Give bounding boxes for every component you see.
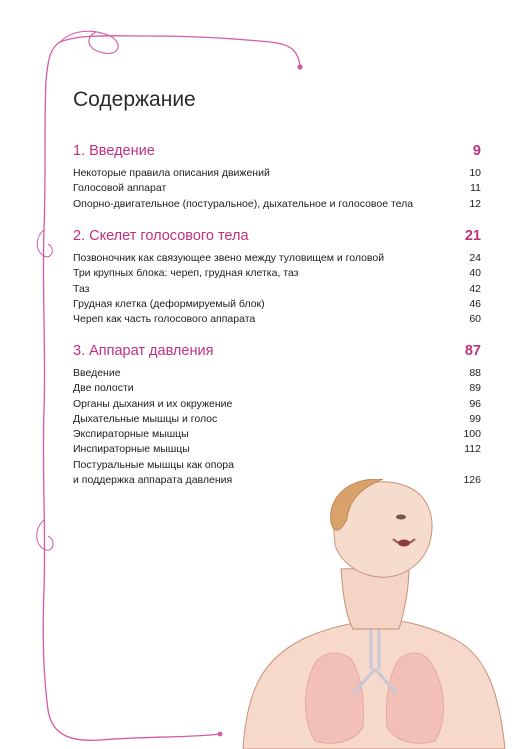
entry-label: Две полости [73, 382, 134, 395]
entry-page: 126 [463, 474, 481, 487]
list-item[interactable] [73, 381, 481, 396]
entry-page: 100 [463, 428, 481, 441]
chapter-title: 1. Введение [73, 143, 155, 159]
chapter-title: 3. Аппарат давления [73, 343, 214, 359]
entry-label: Экспираторные мышцы [73, 428, 189, 441]
chapter-title: 2. Скелет голосового тела [73, 228, 249, 244]
list-item[interactable] [73, 427, 481, 442]
entry-label: Голосовой аппарат [73, 182, 167, 195]
list-item[interactable] [73, 251, 481, 266]
entry-page: 96 [469, 397, 481, 410]
entry-page: 12 [469, 197, 481, 210]
entry-page: 11 [470, 182, 481, 195]
entry-label: Таз [73, 282, 90, 295]
entry-label: и поддержка аппарата давления [73, 474, 233, 487]
entry-label: Три крупных блока: череп, грудная клетка, таз [73, 267, 299, 280]
chapter-1-heading[interactable] [73, 143, 481, 159]
entry-label: Введение [73, 367, 121, 379]
list-item[interactable] [73, 442, 481, 457]
entry-page: 24 [469, 252, 481, 264]
chapter-2-entries [73, 251, 481, 327]
entry-label: Инспираторные мышцы [73, 443, 190, 456]
entry-label: Череп как часть голосового аппарата [73, 313, 256, 326]
chapter-3-heading[interactable] [73, 343, 481, 359]
list-item[interactable] [73, 181, 481, 196]
entry-page: 46 [469, 297, 481, 310]
list-item[interactable] [73, 412, 481, 427]
entry-page: 89 [469, 382, 481, 395]
entry-label: Позвоночник как связующее звено между туловищем и головой [73, 252, 385, 264]
list-item[interactable] [73, 366, 481, 381]
entry-page: 10 [469, 167, 481, 179]
entry-page: 60 [469, 313, 481, 326]
entry-label: Грудная клетка (деформируемый блок) [73, 297, 265, 310]
list-item[interactable] [73, 282, 481, 297]
list-item[interactable] [73, 197, 481, 212]
entry-label: Некоторые правила описания движений [73, 167, 270, 179]
list-item[interactable] [73, 397, 481, 412]
chapter-page: 87 [464, 343, 481, 359]
entry-label: Дыхательные мышцы и голос [73, 412, 218, 425]
list-item[interactable] [73, 266, 481, 281]
list-item[interactable] [73, 458, 481, 473]
page-title: Содержание [73, 88, 196, 111]
entry-page: 40 [469, 267, 481, 280]
entry-label: Органы дыхания и их окружение [73, 397, 233, 410]
chapter-page: 21 [464, 228, 481, 244]
entry-label: Опорно-двигательное (постуральное), дыхательное и голосовое тела [73, 197, 414, 210]
entry-label: Постуральные мышцы как опора [73, 458, 234, 471]
entry-page: 42 [469, 282, 481, 295]
chapter-3-entries [73, 366, 481, 488]
list-item[interactable] [73, 297, 481, 312]
human-torso-illustration-icon [223, 479, 523, 749]
chapter-page: 9 [472, 143, 481, 159]
list-item[interactable] [73, 166, 481, 181]
entry-page: 112 [464, 443, 481, 456]
entry-page: 99 [469, 412, 481, 425]
entry-page: 88 [469, 367, 481, 379]
chapter-2-heading[interactable] [73, 228, 481, 244]
chapter-1-entries [73, 166, 481, 212]
list-item[interactable] [73, 312, 481, 327]
